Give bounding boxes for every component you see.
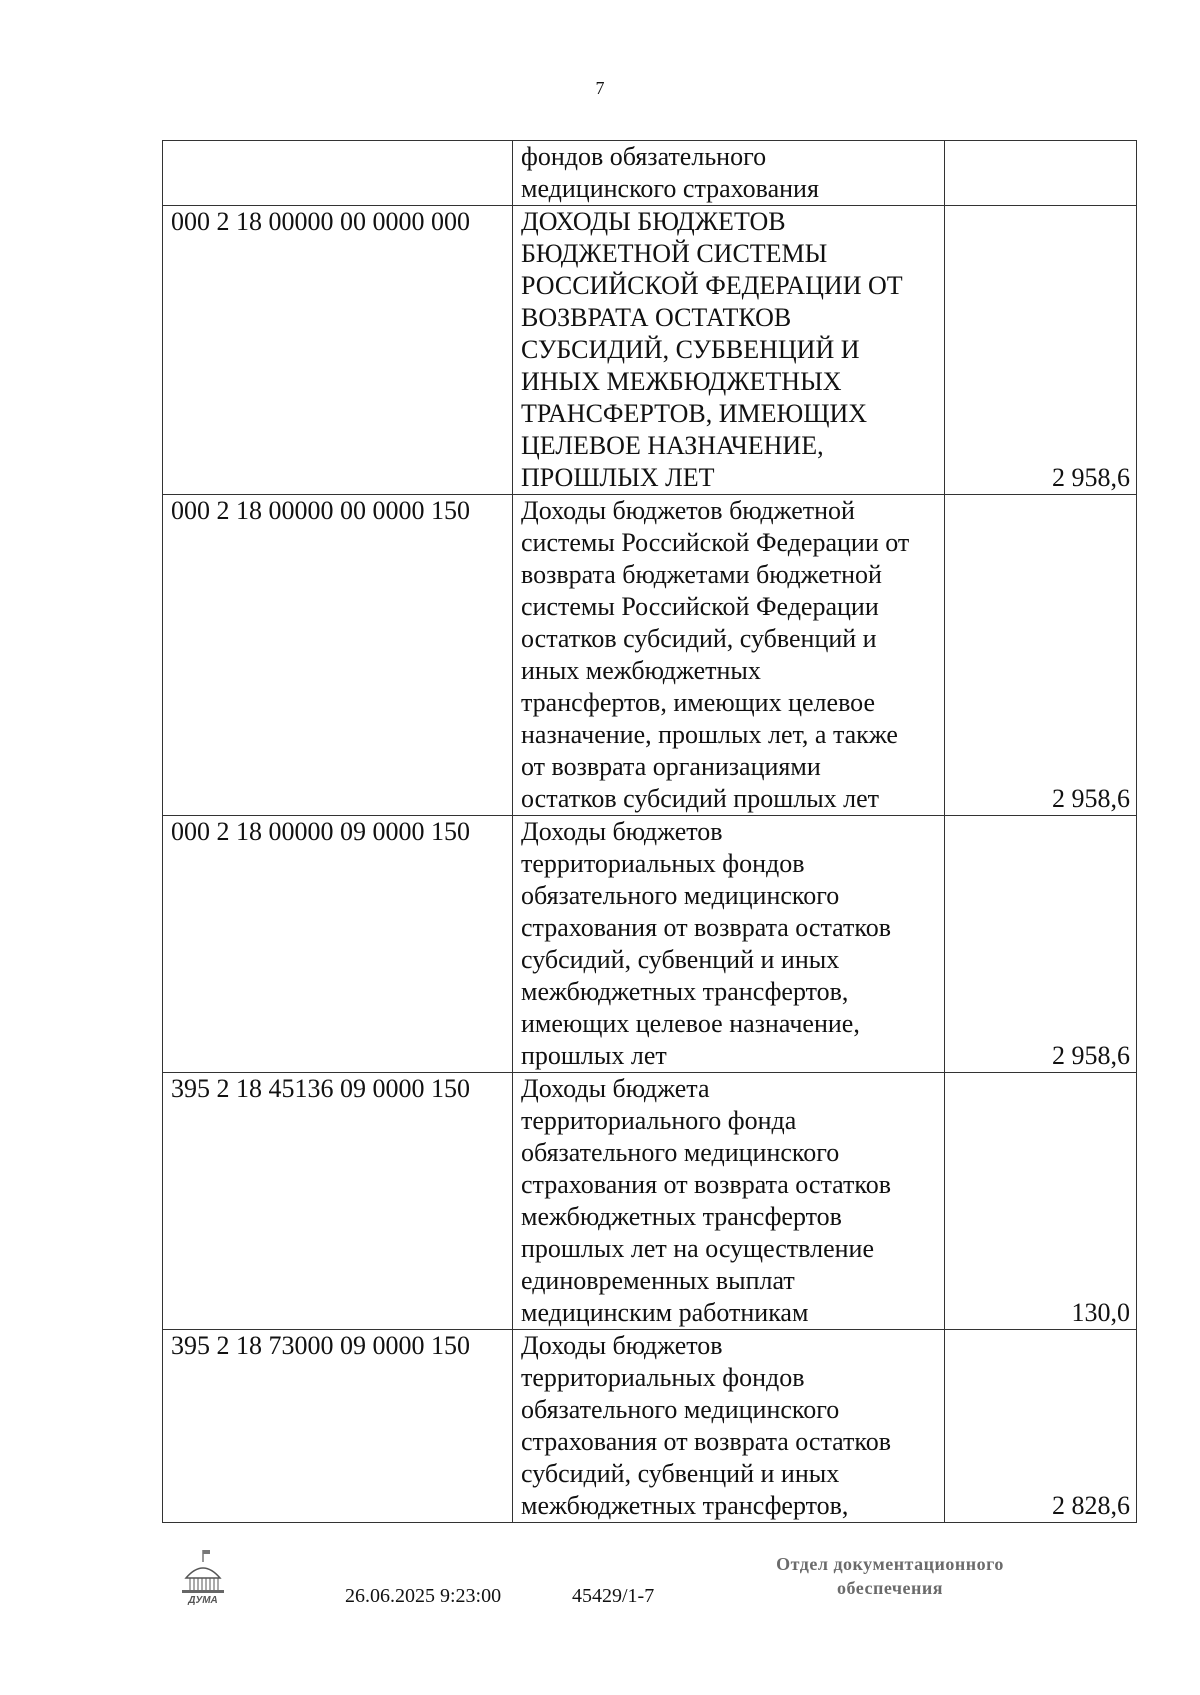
stamp-line-2: обеспечения bbox=[837, 1578, 943, 1598]
revenue-name-line: обязательного медицинского bbox=[521, 1395, 840, 1424]
revenue-name-cell bbox=[513, 141, 945, 206]
revenue-name-line: системы Российской Федерации bbox=[521, 592, 879, 621]
table-row bbox=[163, 1073, 1137, 1330]
revenue-name-line: прошлых лет bbox=[521, 1041, 667, 1070]
revenue-name-line: трансфертов, имеющих целевое bbox=[521, 688, 876, 717]
budget-code-cell: 395 2 18 73000 09 0000 150 bbox=[163, 1330, 513, 1523]
revenue-name-line: межбюджетных трансфертов bbox=[521, 1202, 842, 1231]
revenue-name-line: ЦЕЛЕВОЕ НАЗНАЧЕНИЕ, bbox=[521, 431, 824, 460]
duma-logo bbox=[176, 1548, 230, 1606]
duma-building-icon bbox=[176, 1548, 230, 1606]
table-body bbox=[163, 141, 1137, 1523]
revenue-name-cell bbox=[513, 816, 945, 1073]
revenue-name-line: единовременных выплат bbox=[521, 1266, 795, 1295]
logo-text: ДУМА bbox=[188, 1595, 218, 1606]
table-row bbox=[163, 495, 1137, 816]
revenue-name-line: субсидий, субвенций и иных bbox=[521, 1459, 840, 1488]
budget-code-cell: 000 2 18 00000 00 0000 000 bbox=[163, 206, 513, 495]
amount-cell: 2 958,6 bbox=[945, 495, 1137, 816]
revenue-name-line: остатков субсидий, субвенций и bbox=[521, 624, 877, 653]
amount-cell bbox=[945, 141, 1137, 206]
revenue-name-line: страхования от возврата остатков bbox=[521, 1170, 891, 1199]
revenue-name-line: территориальных фондов bbox=[521, 849, 805, 878]
revenue-name-line: ДОХОДЫ БЮДЖЕТОВ bbox=[521, 207, 786, 236]
revenue-name-line: Доходы бюджетов бюджетной bbox=[521, 496, 855, 525]
revenue-name-line: территориального фонда bbox=[521, 1106, 797, 1135]
budget-code-cell: 395 2 18 45136 09 0000 150 bbox=[163, 1073, 513, 1330]
revenue-name-line: Доходы бюджетов bbox=[521, 1331, 723, 1360]
revenue-name-cell bbox=[513, 206, 945, 495]
table-row bbox=[163, 206, 1137, 495]
revenue-name-line: Доходы бюджетов bbox=[521, 817, 723, 846]
revenue-name-line: возврата бюджетами бюджетной bbox=[521, 560, 882, 589]
budget-code-cell: 000 2 18 00000 00 0000 150 bbox=[163, 495, 513, 816]
revenue-name-line: обязательного медицинского bbox=[521, 1138, 840, 1167]
revenue-name-line: фондов обязательного bbox=[521, 142, 767, 171]
revenue-name-line: медицинским работникам bbox=[521, 1298, 809, 1327]
stamp-line-1: Отдел документационного bbox=[776, 1554, 1004, 1574]
revenue-name-line: субсидий, субвенций и иных bbox=[521, 945, 840, 974]
amount-cell: 2 958,6 bbox=[945, 816, 1137, 1073]
budget-revenue-table bbox=[162, 140, 1137, 1523]
revenue-name-line: системы Российской Федерации от bbox=[521, 528, 910, 557]
revenue-name-cell bbox=[513, 1330, 945, 1523]
budget-code-cell bbox=[163, 141, 513, 206]
table-row bbox=[163, 816, 1137, 1073]
department-stamp bbox=[745, 1552, 1035, 1600]
revenue-name-line: от возврата организациями bbox=[521, 752, 821, 781]
revenue-name-line: РОССИЙСКОЙ ФЕДЕРАЦИИ ОТ bbox=[521, 271, 903, 300]
amount-cell: 2 828,6 bbox=[945, 1330, 1137, 1523]
revenue-name-line: Доходы бюджета bbox=[521, 1074, 710, 1103]
footer-date: 26.06.2025 9:23:00 bbox=[345, 1585, 502, 1607]
revenue-name-line: ИНЫХ МЕЖБЮДЖЕТНЫХ bbox=[521, 367, 842, 396]
revenue-name-line: ВОЗВРАТА ОСТАТКОВ bbox=[521, 303, 792, 332]
revenue-name-line: иных межбюджетных bbox=[521, 656, 761, 685]
revenue-name-line: прошлых лет на осуществление bbox=[521, 1234, 874, 1263]
amount-cell: 2 958,6 bbox=[945, 206, 1137, 495]
revenue-name-line: имеющих целевое назначение, bbox=[521, 1009, 860, 1038]
amount-cell: 130,0 bbox=[945, 1073, 1137, 1330]
revenue-name-line: СУБСИДИЙ, СУБВЕНЦИЙ И bbox=[521, 335, 860, 364]
footer-doc-number: 45429/1-7 bbox=[572, 1585, 655, 1607]
revenue-name-cell bbox=[513, 495, 945, 816]
page-number: 7 bbox=[595, 78, 605, 98]
revenue-name-cell bbox=[513, 1073, 945, 1330]
revenue-name-line: обязательного медицинского bbox=[521, 881, 840, 910]
revenue-name-line: назначение, прошлых лет, а также bbox=[521, 720, 898, 749]
table-row bbox=[163, 141, 1137, 206]
revenue-name-line: медицинского страхования bbox=[521, 174, 819, 203]
revenue-name-line: межбюджетных трансфертов, bbox=[521, 1491, 849, 1520]
revenue-name-line: межбюджетных трансфертов, bbox=[521, 977, 849, 1006]
revenue-name-line: страхования от возврата остатков bbox=[521, 913, 891, 942]
revenue-name-line: ТРАНСФЕРТОВ, ИМЕЮЩИХ bbox=[521, 399, 868, 428]
table-row bbox=[163, 1330, 1137, 1523]
budget-code-cell: 000 2 18 00000 09 0000 150 bbox=[163, 816, 513, 1073]
revenue-name-line: ПРОШЛЫХ ЛЕТ bbox=[521, 463, 715, 492]
revenue-name-line: страхования от возврата остатков bbox=[521, 1427, 891, 1456]
revenue-name-line: БЮДЖЕТНОЙ СИСТЕМЫ bbox=[521, 239, 828, 268]
revenue-name-line: территориальных фондов bbox=[521, 1363, 805, 1392]
revenue-name-line: остатков субсидий прошлых лет bbox=[521, 784, 880, 813]
